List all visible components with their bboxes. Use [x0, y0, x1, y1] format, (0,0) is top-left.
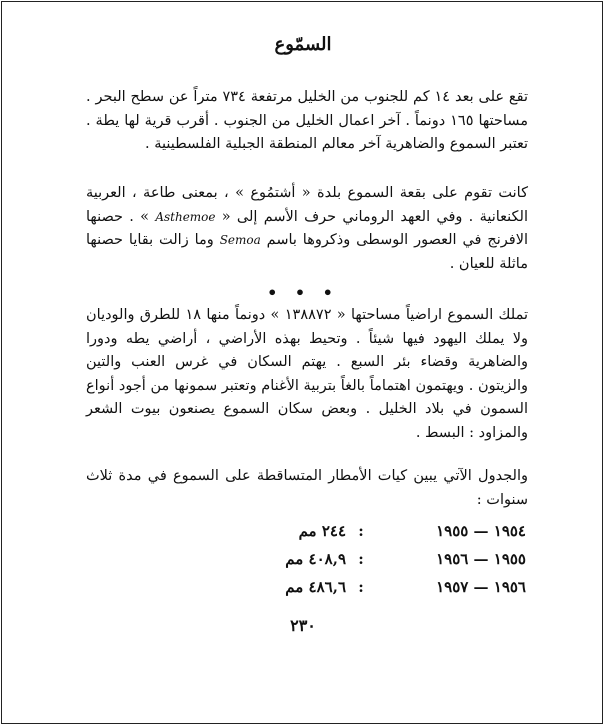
rainfall-range: ١٩٥٦ — ١٩٥٧ [436, 578, 526, 596]
colon: : [358, 522, 364, 540]
table-row [106, 517, 526, 545]
colon: : [358, 550, 364, 568]
table-row [106, 573, 526, 601]
rainfall-amount: ٤٨٦,٦ مم [285, 578, 346, 596]
paragraph-history: كانت تقوم على بقعة السموع بلدة « أشتمُوع » ، بمعنى طاعة ، العربية الكنعانية . وفي العهد الروماني حرف الأسم إلى « Asthemoe » . حصنها الافرنج في العصور الوسطى وذكروها باسم Semoa وما زالت بقايا حصنها ماثلة للعيان . [86, 185, 528, 272]
latin-name-semoa: Semoa [219, 233, 261, 248]
rainfall-table [106, 517, 526, 601]
section-separator: • • • [267, 283, 339, 302]
colon: : [358, 578, 364, 596]
rainfall-range: ١٩٥٥ — ١٩٥٦ [436, 550, 526, 568]
rainfall-amount: ٢٤٤ مم [298, 522, 346, 540]
table-row [106, 545, 526, 573]
rainfall-amount: ٤٠٨,٩ مم [285, 550, 346, 568]
page-title: السمّوع [274, 34, 332, 55]
page-number: ٢٣٠ [290, 616, 316, 635]
rainfall-range: ١٩٥٤ — ١٩٥٥ [436, 522, 526, 540]
latin-name-asthemoe: Asthemoe [155, 209, 216, 224]
paragraph-lands: تملك السموع اراضياً مساحتها « ١٣٨٨٧٢ » دونماً منها ١٨ للطرق والوديان ولا يملك اليهود فيها شيئاً . وتحيط بهذه الأراضي ، أراضي يطه ودورا والضاهرية وقضاء بئر السبع . يهتم السكان في غرس العنب والتين والزيتون . ويهتمون اهتماماً بالغاً بتربية الأغنام وتعتبر سمونها من أجود أنواع السمون في بلاد الخليل . وبعض سكان السموع يصنعون بيوت الشعر والمزاود : البسط . [86, 307, 528, 441]
paragraph-location: تقع على بعد ١٤ كم للجنوب من الخليل مرتفعة ٧٣٤ متراً عن سطح البحر . مساحتها ١٦٥ دونماً . آخر اعمال الخليل من الجنوب . أقرب قرية لها يطة . تعتبر السموع والضاهرية آخر معالم المنطقة الجبلية الفلسطينية . [86, 89, 529, 153]
paragraph-rainfall-intro: والجدول الآتي يبين كيات الأمطار المتساقطة على السموع في مدة ثلاث سنوات : [86, 468, 528, 508]
